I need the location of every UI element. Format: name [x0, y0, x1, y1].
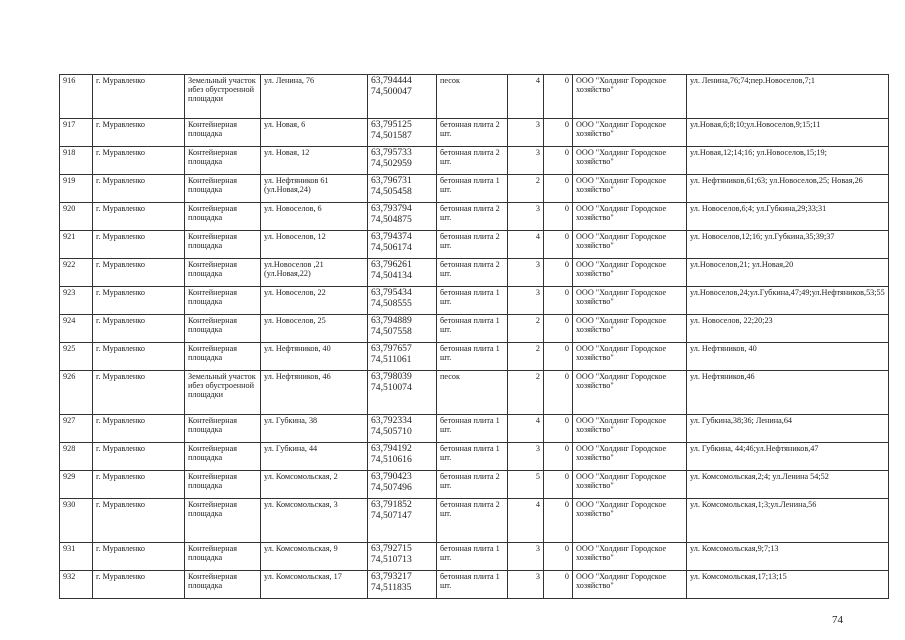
row-number: 928: [60, 443, 93, 471]
city: г. Муравленко: [93, 231, 185, 259]
coordinates: [368, 415, 437, 443]
surface-cover: бетонная плита 1 шт.: [437, 571, 508, 599]
zero-value: 0: [544, 371, 573, 415]
zero-value: 0: [544, 119, 573, 147]
table-row: [60, 415, 889, 443]
site-address: ул. Нефтяников 61 (ул.Новая,24): [261, 175, 368, 203]
zero-value: 0: [544, 471, 573, 499]
organization: ООО "Холдинг Городское хозяйство": [573, 499, 687, 543]
zero-value: 0: [544, 259, 573, 287]
container-count: 2: [508, 343, 544, 371]
row-number: 921: [60, 231, 93, 259]
site-type: Земельный участок ибез обустроенной площадки: [185, 371, 261, 415]
site-address: ул. Новоселов, 25: [261, 315, 368, 343]
table-row: [60, 119, 889, 147]
site-address: ул. Комсомольская, 2: [261, 471, 368, 499]
row-number: 922: [60, 259, 93, 287]
organization: ООО "Холдинг Городское хозяйство": [573, 571, 687, 599]
surface-cover: бетонная плита 1 шт.: [437, 287, 508, 315]
zero-value: 0: [544, 315, 573, 343]
served-addresses: ул. Комсомольская,9;7;13: [687, 543, 889, 571]
container-count: 3: [508, 571, 544, 599]
zero-value: 0: [544, 499, 573, 543]
served-addresses: ул. Нефтяников,46: [687, 371, 889, 415]
table-row: [60, 259, 889, 287]
site-address: ул. Ленина, 76: [261, 75, 368, 119]
container-count: 3: [508, 443, 544, 471]
latitude: 63,795125: [371, 119, 412, 130]
row-number: 920: [60, 203, 93, 231]
surface-cover: бетонная плита 1 шт.: [437, 415, 508, 443]
table-row: [60, 175, 889, 203]
row-number: 918: [60, 147, 93, 175]
organization: ООО "Холдинг Городское хозяйство": [573, 543, 687, 571]
table-row: [60, 343, 889, 371]
longitude: 74,505710: [371, 425, 412, 437]
longitude: 74,502959: [371, 157, 412, 169]
site-type: Контейнерная площадка: [185, 259, 261, 287]
site-type: Контейнерная площадка: [185, 203, 261, 231]
served-addresses: ул. Комсомольская,1;3;ул.Ленина,56: [687, 499, 889, 543]
row-number: 925: [60, 343, 93, 371]
site-address: ул. Комсомольская, 9: [261, 543, 368, 571]
city: г. Муравленко: [93, 415, 185, 443]
coordinates: [368, 203, 437, 231]
latitude: 63,798039: [371, 371, 412, 382]
latitude: 63,794192: [371, 443, 412, 454]
table-row: [60, 471, 889, 499]
container-count: 3: [508, 287, 544, 315]
row-number: 932: [60, 571, 93, 599]
surface-cover: бетонная плита 1 шт.: [437, 315, 508, 343]
zero-value: 0: [544, 175, 573, 203]
zero-value: 0: [544, 543, 573, 571]
site-address: ул. Новая, 12: [261, 147, 368, 175]
table-row: [60, 315, 889, 343]
site-address: ул. Нефтяников, 46: [261, 371, 368, 415]
longitude: 74,511835: [371, 581, 412, 593]
served-addresses: ул. Комсомольская,17;13;15: [687, 571, 889, 599]
site-type: Земельный участок ибез обустроенной площадки: [185, 75, 261, 119]
organization: ООО "Холдинг Городское хозяйство": [573, 287, 687, 315]
latitude: 63,795733: [371, 147, 412, 158]
site-type: Контейнерная площадка: [185, 571, 261, 599]
organization: ООО "Холдинг Городское хозяйство": [573, 231, 687, 259]
surface-cover: бетонная плита 2 шт.: [437, 499, 508, 543]
container-count: 5: [508, 471, 544, 499]
table-row: [60, 287, 889, 315]
zero-value: 0: [544, 75, 573, 119]
site-address: ул. Губкина, 38: [261, 415, 368, 443]
container-count: 3: [508, 119, 544, 147]
city: г. Муравленко: [93, 343, 185, 371]
latitude: 63,793794: [371, 203, 412, 214]
longitude: 74,510616: [371, 453, 412, 465]
latitude: 63,794889: [371, 315, 412, 326]
zero-value: 0: [544, 571, 573, 599]
organization: ООО "Холдинг Городское хозяйство": [573, 371, 687, 415]
city: г. Муравленко: [93, 371, 185, 415]
site-address: ул. Комсомольская, 17: [261, 571, 368, 599]
row-number: 919: [60, 175, 93, 203]
organization: ООО "Холдинг Городское хозяйство": [573, 315, 687, 343]
served-addresses: ул.Новоселов,24;ул.Губкина,47;49;ул.Нефтяников,53;55: [687, 287, 889, 315]
table-row: [60, 571, 889, 599]
city: г. Муравленко: [93, 571, 185, 599]
zero-value: 0: [544, 147, 573, 175]
container-count: 4: [508, 75, 544, 119]
coordinates: [368, 231, 437, 259]
organization: ООО "Холдинг Городское хозяйство": [573, 119, 687, 147]
container-count: 4: [508, 499, 544, 543]
container-count: 2: [508, 315, 544, 343]
latitude: 63,790423: [371, 471, 412, 482]
longitude: 74,507496: [371, 481, 412, 493]
site-type: Контейнерная площадка: [185, 443, 261, 471]
served-addresses: ул. Новоселов,12;16; ул.Губкина,35;39;37: [687, 231, 889, 259]
longitude: 74,504134: [371, 269, 412, 281]
served-addresses: ул. Нефтяников, 40: [687, 343, 889, 371]
latitude: 63,793217: [371, 571, 412, 582]
site-address: ул. Новоселов, 6: [261, 203, 368, 231]
city: г. Муравленко: [93, 175, 185, 203]
longitude: 74,500047: [371, 85, 412, 97]
coordinates: [368, 287, 437, 315]
site-address: ул.Новоселов ,21 (ул.Новая,22): [261, 259, 368, 287]
coordinates: [368, 147, 437, 175]
site-address: ул. Новая, 6: [261, 119, 368, 147]
organization: ООО "Холдинг Городское хозяйство": [573, 443, 687, 471]
city: г. Муравленко: [93, 203, 185, 231]
surface-cover: песок: [437, 371, 508, 415]
latitude: 63,796261: [371, 259, 412, 270]
site-address: ул. Новоселов, 12: [261, 231, 368, 259]
served-addresses: ул. Нефтяников,61;63; ул.Новоселов,25; Новая,26: [687, 175, 889, 203]
organization: ООО "Холдинг Городское хозяйство": [573, 259, 687, 287]
coordinates: [368, 175, 437, 203]
site-address: ул. Нефтяников, 40: [261, 343, 368, 371]
served-addresses: ул. Комсомольская,2;4; ул.Ленина 54;52: [687, 471, 889, 499]
served-addresses: ул.Новоселов,21; ул.Новая,20: [687, 259, 889, 287]
site-address: ул. Новоселов, 22: [261, 287, 368, 315]
city: г. Муравленко: [93, 75, 185, 119]
coordinates: [368, 443, 437, 471]
table-row: [60, 231, 889, 259]
latitude: 63,794444: [371, 75, 412, 86]
organization: ООО "Холдинг Городское хозяйство": [573, 203, 687, 231]
table-row: [60, 443, 889, 471]
container-count: 3: [508, 147, 544, 175]
longitude: 74,501587: [371, 129, 412, 141]
longitude: 74,507558: [371, 325, 412, 337]
coordinates: [368, 343, 437, 371]
coordinates: [368, 315, 437, 343]
surface-cover: бетонная плита 2 шт.: [437, 471, 508, 499]
site-type: Контейнерная площадка: [185, 119, 261, 147]
site-address: ул. Губкина, 44: [261, 443, 368, 471]
served-addresses: ул. Ленина,76;74;пер.Новоселов,7;1: [687, 75, 889, 119]
container-count: 2: [508, 371, 544, 415]
surface-cover: бетонная плита 2 шт.: [437, 259, 508, 287]
surface-cover: бетонная плита 2 шт.: [437, 119, 508, 147]
latitude: 63,797657: [371, 343, 412, 354]
city: г. Муравленко: [93, 471, 185, 499]
city: г. Муравленко: [93, 147, 185, 175]
organization: ООО "Холдинг Городское хозяйство": [573, 175, 687, 203]
served-addresses: ул. Губкина,38;36; Ленина,64: [687, 415, 889, 443]
table-row: [60, 203, 889, 231]
city: г. Муравленко: [93, 443, 185, 471]
site-type: Контейнерная площадка: [185, 343, 261, 371]
zero-value: 0: [544, 287, 573, 315]
city: г. Муравленко: [93, 315, 185, 343]
site-type: Контейнерная площадка: [185, 415, 261, 443]
table-row: [60, 543, 889, 571]
city: г. Муравленко: [93, 543, 185, 571]
row-number: 916: [60, 75, 93, 119]
organization: ООО "Холдинг Городское хозяйство": [573, 343, 687, 371]
surface-cover: бетонная плита 1 шт.: [437, 175, 508, 203]
surface-cover: бетонная плита 2 шт.: [437, 203, 508, 231]
container-count: 3: [508, 203, 544, 231]
table-row: [60, 499, 889, 543]
organization: ООО "Холдинг Городское хозяйство": [573, 75, 687, 119]
city: г. Муравленко: [93, 119, 185, 147]
row-number: 931: [60, 543, 93, 571]
coordinates: [368, 571, 437, 599]
zero-value: 0: [544, 415, 573, 443]
latitude: 63,794374: [371, 231, 412, 242]
zero-value: 0: [544, 443, 573, 471]
table-row: [60, 75, 889, 119]
surface-cover: бетонная плита 2 шт.: [437, 147, 508, 175]
row-number: 927: [60, 415, 93, 443]
coordinates: [368, 499, 437, 543]
site-type: Контейнерная площадка: [185, 231, 261, 259]
coordinates: [368, 543, 437, 571]
site-address: ул. Комсомольская, 3: [261, 499, 368, 543]
latitude: 63,791852: [371, 499, 412, 510]
organization: ООО "Холдинг Городское хозяйство": [573, 415, 687, 443]
served-addresses: ул. Губкина, 44;46;ул.Нефтяников,47: [687, 443, 889, 471]
longitude: 74,504875: [371, 213, 412, 225]
latitude: 63,792715: [371, 543, 412, 554]
served-addresses: ул. Новоселов,6;4; ул.Губкина,29;33;31: [687, 203, 889, 231]
longitude: 74,506174: [371, 241, 412, 253]
page-number: 74: [832, 614, 843, 626]
site-type: Контейнерная площадка: [185, 315, 261, 343]
longitude: 74,505458: [371, 185, 412, 197]
row-number: 929: [60, 471, 93, 499]
longitude: 74,508555: [371, 297, 412, 309]
organization: ООО "Холдинг Городское хозяйство": [573, 471, 687, 499]
table-row: [60, 147, 889, 175]
table-row: [60, 371, 889, 415]
city: г. Муравленко: [93, 287, 185, 315]
coordinates: [368, 75, 437, 119]
row-number: 917: [60, 119, 93, 147]
site-type: Контейнерная площадка: [185, 175, 261, 203]
served-addresses: ул.Новая,12;14;16; ул.Новоселов,15;19;: [687, 147, 889, 175]
site-type: Контейнерная площадка: [185, 287, 261, 315]
surface-cover: бетонная плита 1 шт.: [437, 543, 508, 571]
surface-cover: бетонная плита 1 шт.: [437, 443, 508, 471]
longitude: 74,507147: [371, 509, 412, 521]
site-type: Контейнерная площадка: [185, 147, 261, 175]
surface-cover: бетонная плита 2 шт.: [437, 231, 508, 259]
container-count: 4: [508, 231, 544, 259]
surface-cover: песок: [437, 75, 508, 119]
container-count: 4: [508, 415, 544, 443]
site-type: Контейнерная площадка: [185, 499, 261, 543]
served-addresses: ул.Новая,6;8;10;ул.Новоселов,9;15;11: [687, 119, 889, 147]
site-type: Контейнерная площадка: [185, 543, 261, 571]
latitude: 63,796731: [371, 175, 412, 186]
coordinates: [368, 371, 437, 415]
longitude: 74,510074: [371, 381, 412, 393]
latitude: 63,795434: [371, 287, 412, 298]
coordinates: [368, 119, 437, 147]
city: г. Муравленко: [93, 259, 185, 287]
row-number: 930: [60, 499, 93, 543]
row-number: 926: [60, 371, 93, 415]
coordinates: [368, 471, 437, 499]
longitude: 74,510713: [371, 553, 412, 565]
zero-value: 0: [544, 343, 573, 371]
site-type: Контейнерная площадка: [185, 471, 261, 499]
organization: ООО "Холдинг Городское хозяйство": [573, 147, 687, 175]
container-count: 3: [508, 259, 544, 287]
row-number: 923: [60, 287, 93, 315]
latitude: 63,792334: [371, 415, 412, 426]
container-count: 3: [508, 543, 544, 571]
served-addresses: ул. Новоселов, 22;20;23: [687, 315, 889, 343]
zero-value: 0: [544, 231, 573, 259]
container-sites-table: [59, 74, 889, 599]
zero-value: 0: [544, 203, 573, 231]
coordinates: [368, 259, 437, 287]
city: г. Муравленко: [93, 499, 185, 543]
surface-cover: бетонная плита 1 шт.: [437, 343, 508, 371]
row-number: 924: [60, 315, 93, 343]
longitude: 74,511061: [371, 353, 412, 365]
container-count: 2: [508, 175, 544, 203]
